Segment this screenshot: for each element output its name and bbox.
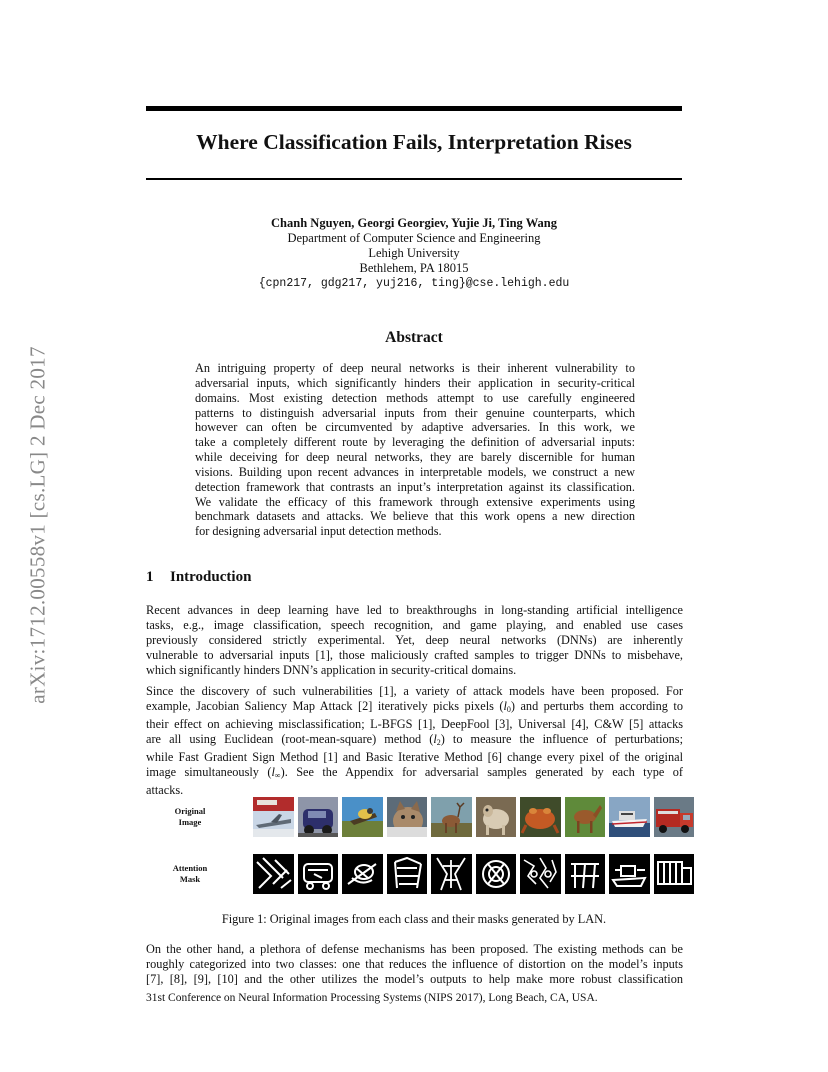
bird-mask	[342, 854, 383, 894]
deer-image	[431, 797, 472, 837]
abstract-line: adversarial inputs, which significantly hinders their application in security-critical	[195, 375, 635, 390]
conference-footer: 31st Conference on Neural Information Processing Systems (NIPS 2017), Long Beach, CA, USA.	[146, 992, 598, 1004]
abstract-line: An intriguing property of deep neural networks is their inherent vulnerability to	[195, 361, 635, 375]
figure-caption: Figure 1: Original images from each class and their masks generated by LAN.	[221, 912, 607, 926]
deer-mask	[431, 854, 472, 894]
automobile-image	[298, 797, 339, 837]
section-title: Introduction	[170, 569, 252, 585]
paragraph-line: are all using Euclidean (root-mean-square) method $(l_2)$ to measure the influence of perturbations;	[146, 732, 684, 747]
paragraph-line: image simultaneously $(l_\infty)$. See the Appendix for adversarial samples generated by each type of	[146, 765, 684, 780]
title-top-rule	[146, 106, 682, 111]
horse-mask	[565, 854, 606, 894]
author-email: {cpn217, gdg217, yuj216, ting}@cse.lehigh.edu	[258, 277, 570, 290]
paragraph-line: roughly categorized into two classes: one that reduces the influence of distortion on the model’s inputs	[146, 957, 683, 971]
abstract-body	[195, 361, 635, 539]
automobile-mask	[298, 854, 339, 894]
paragraph-line: Recent advances in deep learning have led to breakthroughs in long-standing artificial intelligence	[146, 603, 683, 617]
frog-image	[520, 797, 561, 837]
author-university: Lehigh University	[368, 246, 460, 260]
row-label-original: Original Image	[174, 806, 206, 827]
title-bottom-rule	[146, 178, 682, 180]
paragraph-line: vulnerable to adversarial inputs [1], those maliciously crafted samples to trigger DNNs to misbehave,	[146, 648, 683, 662]
author-department: Department of Computer Science and Engineering	[287, 231, 541, 245]
author-names: Chanh Nguyen, Georgi Georgiev, Yujie Ji, Ting Wang	[271, 216, 557, 230]
truck-image	[654, 797, 695, 837]
paragraph-line: previously considered strictly experimental. Yet, deep neural networks (DNNs) are inherently	[146, 633, 683, 647]
paragraph-line: example, Jacobian Saliency Map Attack [2] iteratively picks pixels $(l_0)$ and perturbs them according to	[146, 699, 683, 714]
author-block	[146, 216, 682, 291]
section-number: 1	[146, 569, 154, 585]
abstract-line: while deceiving for deep neural networks, they are barely discernible for human	[195, 450, 635, 465]
abstract-line: domains. Most existing detection methods attempt to use carefully engineered	[195, 390, 635, 405]
abstract-line: detection framework that contrasts an input’s interpretation against its classification.	[195, 479, 635, 494]
abstract-line: visions. Building upon recent advances in interpretable models, we construct a new	[195, 464, 635, 479]
figure-row-attention-mask	[160, 854, 694, 894]
intro-paragraph-3	[146, 942, 683, 987]
paragraph-line: their effect on achieving misclassification; L-BFGS [1], DeepFool [3], Universal [4], C&W [5] attacks	[146, 717, 683, 731]
ship-image	[609, 797, 650, 837]
row-label-attention-mask: Attention Mask	[172, 863, 208, 884]
dog-mask	[476, 854, 517, 894]
intro-paragraph-1	[146, 603, 683, 678]
paragraph-line: which significantly hinders DNN’s application in security-critical domains.	[146, 663, 517, 677]
author-city: Bethlehem, PA 18015	[359, 261, 469, 275]
paragraph-line: On the other hand, a plethora of defense mechanisms has been proposed. The existing methods can be	[146, 942, 683, 956]
paragraph-line: Since the discovery of such vulnerabilities [1], a variety of attack models have been proposed. For	[146, 684, 683, 698]
dog-image	[476, 797, 517, 837]
abstract-line: take a completely different route by leveraging the definition of adversarial inputs:	[195, 435, 635, 450]
frog-mask	[520, 854, 561, 894]
cat-mask	[387, 854, 428, 894]
arxiv-margin-stamp: arXiv:1712.00558v1 [cs.LG] 2 Dec 2017	[25, 346, 50, 704]
horse-image	[565, 797, 606, 837]
abstract-line: for designing adversarial input detection methods.	[195, 524, 442, 539]
ship-mask	[609, 854, 650, 894]
abstract-line: We validate the efficacy of this framework through extensive experiments using	[195, 494, 635, 509]
airplane-image	[253, 797, 294, 837]
cat-image	[387, 797, 428, 837]
abstract-line: benchmark datasets and attacks. We believe that this work opens a new direction	[195, 509, 635, 524]
airplane-mask	[253, 854, 294, 894]
abstract-line: however can often be circumvented by adaptive adversaries. In this work, we	[195, 420, 635, 435]
figure-row-original	[160, 797, 694, 837]
abstract-line: patterns to distinguish adversarial inputs from their genuine counterparts, which	[195, 405, 635, 420]
paragraph-line: while Fast Gradient Sign Method [1] and Basic Iterative Method [6] change every pixel of the original	[146, 750, 683, 764]
section-heading-introduction	[146, 569, 251, 586]
bird-image	[342, 797, 383, 837]
paragraph-line: [7], [8], [9], [10] and the other utilizes the model’s outputs to help make more robust classification	[146, 972, 683, 986]
truck-mask	[654, 854, 695, 894]
paragraph-line: attacks.	[146, 783, 184, 797]
intro-paragraph-2	[146, 684, 683, 798]
paper-title: Where Classification Fails, Interpretation Rises	[196, 130, 632, 154]
abstract-heading: Abstract	[385, 329, 443, 346]
paragraph-line: tasks, e.g., image classification, speech recognition, and game playing, and enabled use cases	[146, 618, 683, 632]
